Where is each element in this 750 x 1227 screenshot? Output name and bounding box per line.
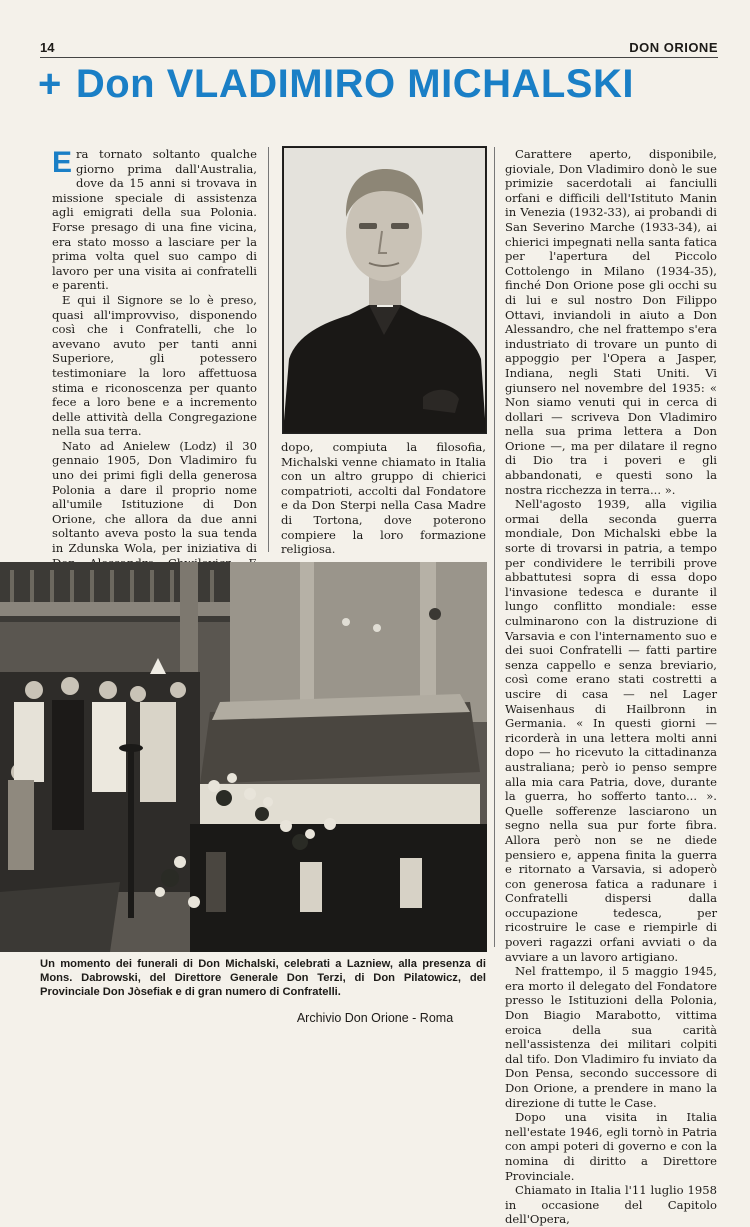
header-rule <box>40 57 718 58</box>
paragraph: Era tornato soltanto qualche giorno prima dall'Australia, dove da 15 anni si trovava in missione speciale di assistenza agli emigrati della sua Polonia. Forse presago di una fine vicina, era stato mosso a lasciare per la prima volta quel suo campo di lavoro per una visita ai confratelli e parenti. <box>52 146 257 293</box>
portrait-photo <box>282 146 487 434</box>
paragraph: E qui il Signore se lo è preso, quasi all'improvviso, disponendo così che i Confratelli, che lo avevano avuto per tanti anni Superiore, gli potessero testimoniare la loro affettuosa stima e riconoscenza per quanto fece a loro bene e a incremento delle attività della Congregazione nella sua terra. <box>52 292 257 439</box>
drop-cap: E <box>52 146 73 179</box>
column-3 <box>505 147 717 1227</box>
paragraph: Carattere aperto, disponibile, gioviale, Don Vladimiro donò le sue primizie sacerdotali ai fanciulli orfani e difficili dell'Istituto Manin in Venezia (1932-33), ai probandi di San Severino Marche (1933-34), ai chierici impegnati nella santa fatica per l'apertura del Piccolo Cottolengo in Milano (1934-35), finché Don Orione pose gli occhi su di lui e sul nostro Don Filippo Ottavi, inviandoli in aiuto a Don Alessandro, che nel frattempo s'era industriato di trovare un punto di appoggio per l'Opera a Jasper, Indiana, negli Stati Uniti. Vi giunsero nel novembre del 1935: « Non siamo venuti qui in cerca di dollari — scriveva Don Vladimiro nella sua prima lettera a Don Orione —, ma per dilatare il regno di Dio tra i poveri e gli abbandonati, e questi sono la nostra ricchezza in terra... ». <box>505 147 717 497</box>
magazine-name: DON ORIONE <box>629 40 718 55</box>
paragraph: Chiamato in Italia l'11 luglio 1958 in occasione del Capitolo dell'Opera, <box>505 1183 717 1227</box>
portrait-illustration <box>283 147 486 433</box>
paragraph: dopo, compiuta la filosofia, Michalski venne chiamato in Italia con un altro gruppo di chierici compatrioti, accolti dal Fondatore e da Don Sterpi nella Casa Madre di Tortona, dove poterono compiere la loro formazione religiosa. <box>281 440 486 557</box>
archive-footer: Archivio Don Orione - Roma <box>296 1011 454 1025</box>
paragraph: Dopo una visita in Italia nell'estate 1946, egli tornò in Patria con ampi poteri di governo e con la nomina di diritto a Direttore Provinciale. <box>505 1110 717 1183</box>
funeral-illustration <box>0 562 487 952</box>
funeral-photo <box>0 562 487 952</box>
column-divider <box>494 147 495 947</box>
article-title <box>38 62 728 107</box>
paragraph: Nato ad Anielew (Lodz) il 30 gennaio 1905, Don Vladimiro fu uno dei primi figli della generosa Polonia a dare il proprio nome all'umile Istituzione di Don Orione, che allora da due anni soltanto aveva posto la sua tenda in Zdunska Wola, per iniziativa di <box>52 438 257 556</box>
title-text: Don VLADIMIRO MICHALSKI <box>75 62 634 106</box>
paragraph: Nell'agosto 1939, alla vigilia ormai della seconda guerra mondiale, Don Michalski ebbe la sorte di trovarsi in patria, a tempo per condividere le terribili prove abbattutesi sopra di essa dopo l'invasione tedesca e durante il lungo conflitto mondiale: esse culminarono con la distruzione di Varsavia e con l'internamento suo e dei suoi Confratelli — fatti partire senza cappello e senza breviario, così come erano stati costretti a uscire di casa — nel Lager Waisenhaus di Hailbronn in Germania. « In questi giorni — ricorderà in una lettera molti anni dopo — ho ricevuto la cittadinanza australiana; però io penso sempre alla mia cara Patria, dove, durante la guerra, ho sofferto tanto... ». Quelle sofferenze lasciarono un segno nella sua pur forte fibra. Allora però non se ne diede pensiero e, appena finita la guerra e ritornato a Varsavia, si adoperò con generosa fatica a radunare i Confratelli dispersi dalla occupazione tedesca, per ricostruire le case e riempirle di poveri ragazzi orfani avviati o da avviare a un lavoro artigiano. <box>505 497 717 964</box>
column-divider <box>268 147 269 552</box>
cross-symbol: + <box>38 62 62 106</box>
column-2 <box>281 440 486 557</box>
page-number: 14 <box>40 40 55 55</box>
paragraph: Nel frattempo, il 5 maggio 1945, era morto il delegato del Fondatore presso le Istituzioni della Polonia, Don Biagio Marabotto, vittima eroica della sua carità nell'assistenza dei militari colpiti dal tifo. Don Vladimiro fu inviato da Don Pensa, secondo successore di Don Orione, a prendere in mano la direzione di tutte le Case. <box>505 964 717 1110</box>
photo-caption: Un momento dei funerali di Don Michalski, celebrati a Lazniew, alla presenza di Mons. Dabrowski, del Direttore Generale Don Terzi, di Don Pilatowicz, del Provinciale Don Jòsefiak e di gran numero di Confratelli. <box>40 958 486 999</box>
